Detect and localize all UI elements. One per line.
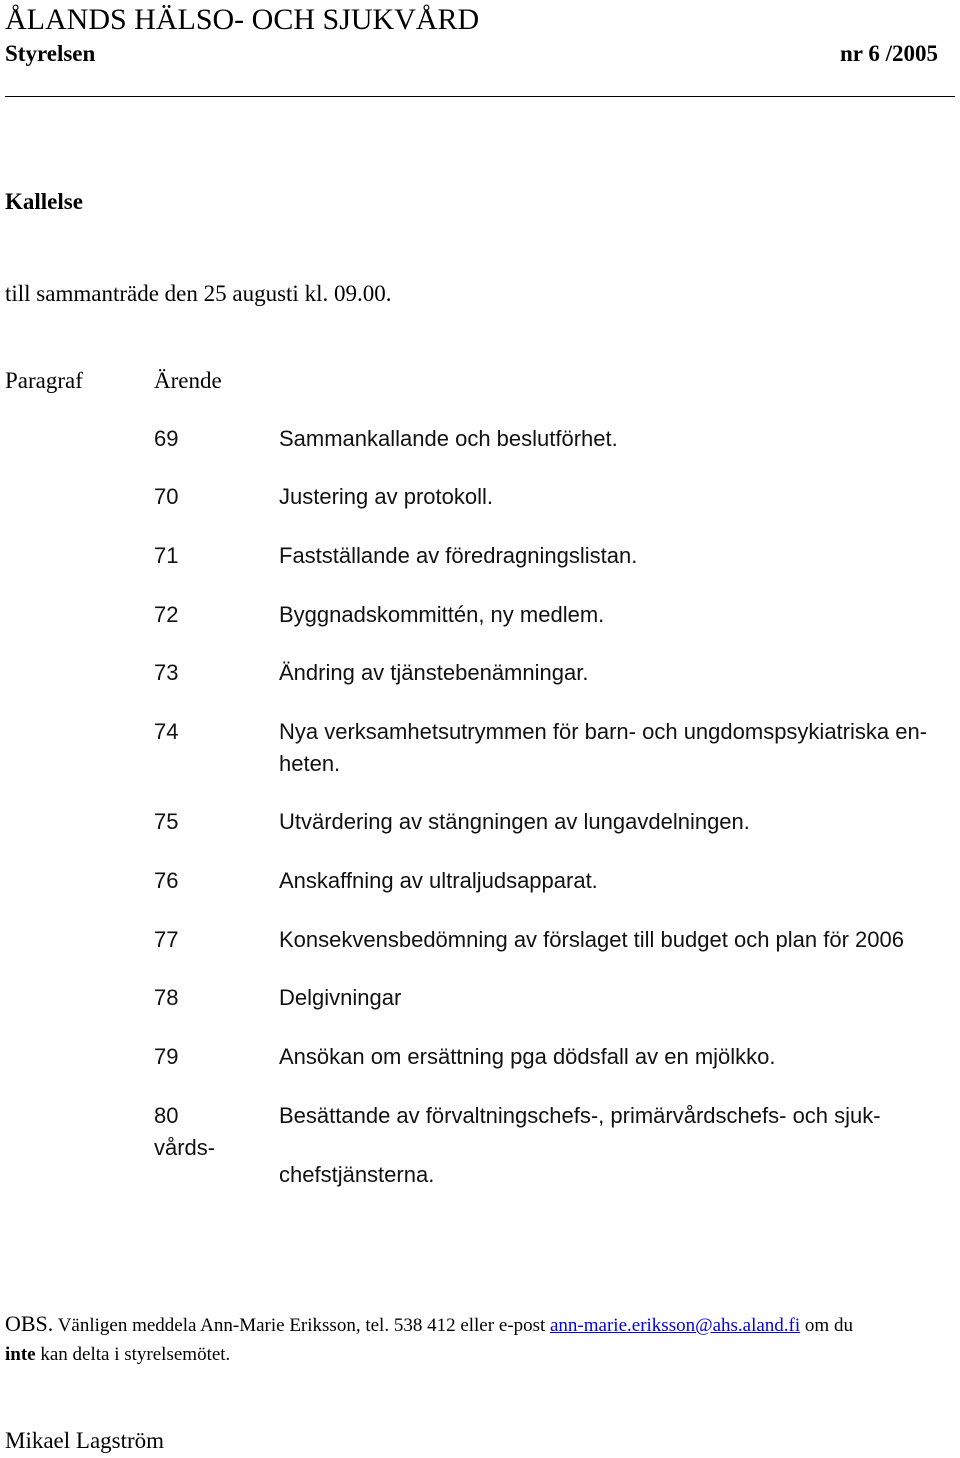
notice-line: [5, 1312, 853, 1338]
notice-emphasis: inte: [5, 1344, 36, 1365]
item-text: Utvärdering av stängningen av lungavdelningen.: [279, 809, 750, 834]
item-number: 71: [154, 543, 179, 568]
signature-name: Mikael Lagström: [5, 1428, 165, 1453]
notice-label: OBS.: [5, 1311, 54, 1336]
item-number: 79: [154, 1044, 179, 1069]
item-text: Nya verksamhetsutrymmen för barn- och ungdomspsykiatriska en-: [279, 719, 928, 744]
email-link[interactable]: ann-marie.eriksson@ahs.aland.fi: [550, 1315, 801, 1336]
matter-column-heading: Ärende: [154, 368, 222, 393]
item-number: 77: [154, 927, 179, 952]
item-number: 80: [154, 1103, 179, 1128]
item-text: Fastställande av föredragningslistan.: [279, 543, 638, 568]
item-number: 69: [154, 426, 179, 451]
item-text-continuation: heten.: [279, 751, 341, 776]
notice-text-2: kan delta i styrelsemötet.: [35, 1344, 231, 1365]
document-number: nr 6 /2005: [840, 41, 938, 66]
notice-line-2: [5, 1343, 230, 1367]
item-text: Justering av protokoll.: [279, 484, 493, 509]
item-text: Besättande av förvaltningschefs-, primärvårdschefs- och sjuk-: [279, 1103, 881, 1128]
item-number: 78: [154, 985, 179, 1010]
item-text: Anskaffning av ultraljudsapparat.: [279, 868, 598, 893]
notice-text-end: om du: [800, 1315, 853, 1336]
item-number: 74: [154, 719, 179, 744]
header-divider: [5, 96, 955, 97]
item-number: 70: [154, 484, 179, 509]
item-text: Konsekvensbedömning av förslaget till budget och plan för 2006: [279, 927, 904, 952]
document-type: Kallelse: [5, 189, 83, 214]
item-text-continuation: chefstjänsterna.: [279, 1162, 435, 1187]
item-number: 76: [154, 868, 179, 893]
organization-title: ÅLANDS HÄLSO- OCH SJUKVÅRD: [5, 3, 480, 36]
item-number-continuation: vårds-: [154, 1135, 216, 1160]
item-number: 73: [154, 660, 179, 685]
meeting-info: till sammanträde den 25 augusti kl. 09.00.: [5, 281, 392, 306]
item-text: Delgivningar: [279, 985, 402, 1010]
item-number: 75: [154, 809, 179, 834]
item-text: Sammankallande och beslutförhet.: [279, 426, 618, 451]
paragraph-column-heading: Paragraf: [5, 368, 83, 393]
item-text: Ändring av tjänstebenämningar.: [279, 660, 589, 685]
notice-text: Vänligen meddela Ann-Marie Eriksson, tel. 538 412 eller e-post: [53, 1315, 550, 1336]
item-number: 72: [154, 602, 179, 627]
item-text: Ansökan om ersättning pga dödsfall av en mjölkko.: [279, 1044, 776, 1069]
board-name: Styrelsen: [5, 41, 96, 66]
item-text: Byggnadskommittén, ny medlem.: [279, 602, 605, 627]
